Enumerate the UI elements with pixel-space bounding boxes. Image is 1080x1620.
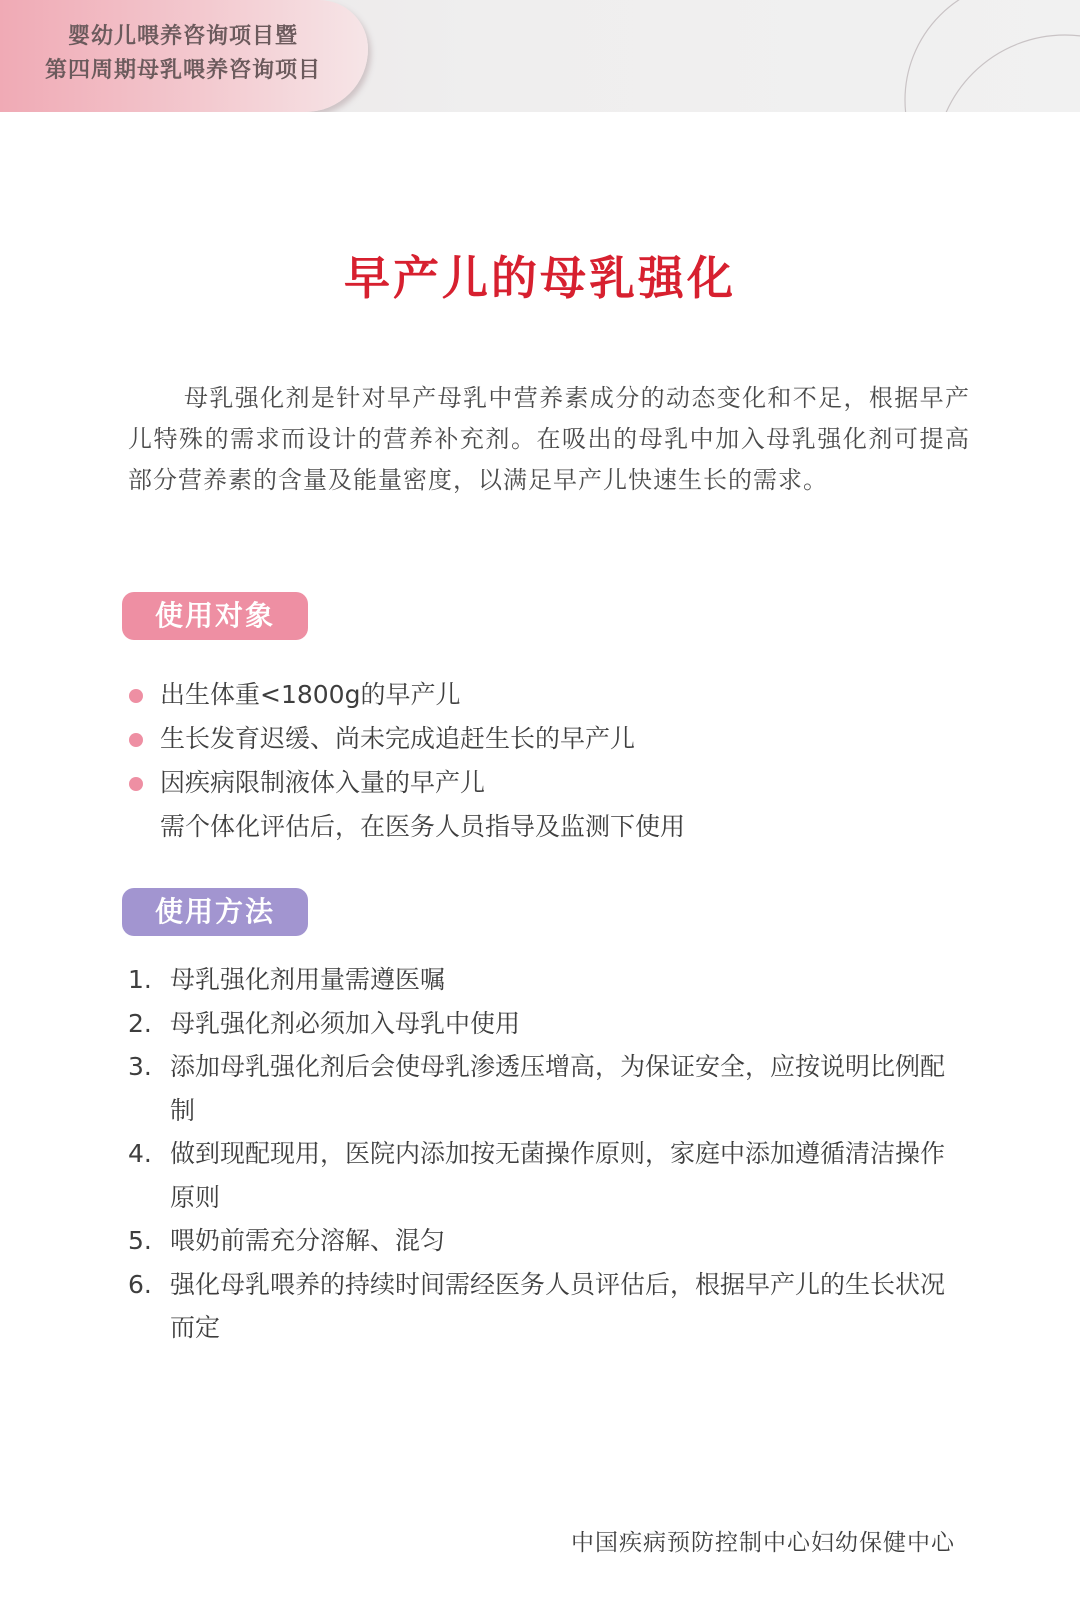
list-item-text: 强化母乳喂养的持续时间需经医务人员评估后，根据早产儿的生长状况而定 [170, 1269, 946, 1342]
list-item-text: 做到现配现用，医院内添加按无菌操作原则，家庭中添加遵循清洁操作原则 [170, 1139, 946, 1212]
list-item-number: 6. [128, 1269, 152, 1299]
section-label-targets: 使用对象 [122, 592, 308, 640]
list-item [128, 1219, 948, 1263]
list-item-text: 生长发育迟缓、尚未完成追赶生长的早产儿 [160, 724, 636, 753]
targets-note: 需个体化评估后，在医务人员指导及监测下使用 [160, 812, 686, 841]
list-item-number: 1. [128, 965, 152, 994]
header-title [18, 20, 348, 88]
header-line-1: 婴幼儿喂养咨询项目暨 [67, 24, 298, 49]
list-item-number: 5. [128, 1226, 152, 1255]
targets-list [128, 673, 968, 849]
list-item [128, 1263, 948, 1350]
list-item-text: 母乳强化剂用量需遵医嘱 [170, 965, 446, 994]
decorative-circles [820, 0, 1080, 112]
footer-organization: 中国疾病预防控制中心妇幼保健中心 [571, 1530, 955, 1556]
list-item-text: 出生体重<1800g的早产儿 [160, 680, 461, 709]
header-line-2: 第四周期母乳喂养咨询项目 [44, 58, 321, 83]
list-item [128, 717, 968, 761]
bullet-dot-icon [129, 689, 143, 703]
header-band [0, 0, 1080, 112]
list-item-text: 喂奶前需充分溶解、混匀 [170, 1226, 446, 1255]
list-item-text: 添加母乳强化剂后会使母乳渗透压增高，为保证安全，应按说明比例配制 [170, 1052, 946, 1125]
intro-paragraph: 母乳强化剂是针对早产母乳中营养素成分的动态变化和不足，根据早产儿特殊的需求而设计的营养补充剂。在吸出的母乳中加入母乳强化剂可提高部分营养素的含量及能量密度，以满足早产儿快速生长的需求。 [128, 384, 970, 494]
list-item [128, 1002, 948, 1046]
list-item [128, 958, 948, 1002]
page-title: 早产儿的母乳强化 [344, 251, 736, 305]
header-tab [0, 0, 368, 112]
list-item-text: 因疾病限制液体入量的早产儿 [160, 768, 486, 797]
bullet-dot-icon [129, 733, 143, 747]
list-item [128, 761, 968, 805]
list-item [128, 1132, 948, 1219]
list-item [128, 673, 968, 717]
method-list [128, 958, 948, 1350]
section-label-method: 使用方法 [122, 888, 308, 936]
list-item-number: 2. [128, 1008, 152, 1038]
list-item-number: 3. [128, 1052, 152, 1081]
list-item-number: 4. [128, 1139, 152, 1168]
list-item [128, 1045, 948, 1132]
list-item-text: 母乳强化剂必须加入母乳中使用 [170, 1008, 521, 1038]
bullet-dot-icon [129, 777, 143, 791]
